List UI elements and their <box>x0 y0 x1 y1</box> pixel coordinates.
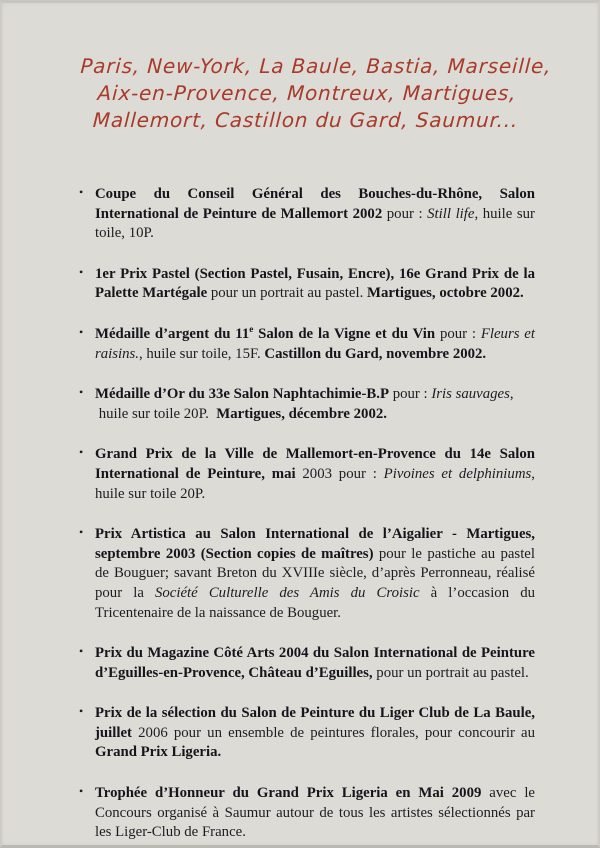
award-text-segment: , huile sur toile 20P. <box>95 465 535 502</box>
award-text-segment: pour : <box>382 205 428 222</box>
award-item <box>95 265 535 304</box>
award-text-segment: e <box>249 324 254 335</box>
header-line-1: Paris, New-York, La Baule, Bastia, Marseille, <box>79 54 553 78</box>
award-text-segment: 2006 pour un ensemble de peintures florales, pour concourir au <box>138 724 535 741</box>
award-text-segment: pour un portrait au pastel. <box>207 285 367 302</box>
cities-header <box>77 53 553 134</box>
award-text-segment: Trophée d’Honneur du Grand Prix Ligeria en Mai 2009 <box>95 785 482 802</box>
header-line-2: Aix-en-Provence, Montreux, Martigues, <box>96 81 518 105</box>
award-item <box>95 644 535 683</box>
award-text-segment: 2003 pour : <box>302 465 384 482</box>
award-text-segment: Castillon du Gard, novembre 2002. <box>264 345 487 362</box>
award-text-segment: pour le pastiche au pastel de Bouguer; savant Breton du XVIIIe siècle, d’après Perronneau, réalisé pour la <box>95 545 535 601</box>
award-text-segment: , huile sur toile, 10P. <box>95 205 535 242</box>
awards-list <box>79 185 535 843</box>
award-item <box>95 445 535 504</box>
award-text-segment: Fleurs et raisins. <box>95 325 535 362</box>
award-item <box>95 385 535 424</box>
award-item <box>95 525 535 623</box>
award-text-segment: Pivoines et delphiniums <box>383 465 532 482</box>
award-text-segment: , huile sur toile, 15F. <box>139 345 265 362</box>
award-text-segment: 1er Prix Pastel (Section Pastel, Fusain, Encre), 16e Grand Prix de la Palette Martégale <box>95 265 535 302</box>
award-text-segment: Martigues, octobre 2002. <box>367 285 524 302</box>
award-text-segment: Prix de la sélection du Salon de Peinture du Liger Club de La Baule, juillet <box>95 705 535 741</box>
award-text-segment: Grand Prix Ligeria. <box>95 744 222 761</box>
award-text-segment: Coupe du Conseil Général des Bouches-du-Rhône, Salon International de Peinture de Mallemort 2002 <box>95 186 535 222</box>
award-text-segment: pour : <box>389 386 432 403</box>
award-text-segment: Martigues, décembre 2002. <box>216 405 387 422</box>
award-text-segment: Société Culturelle des Amis du Croisic <box>155 584 420 601</box>
award-text-segment: Salon de la Vigne et du Vin <box>253 325 436 342</box>
award-text-segment: Médaille d’Or du 33e Salon Naphtachimie-B.P <box>95 386 390 403</box>
award-text-segment: avec le Concours organisé à Saumur autour de tous les artistes sélectionnés par les Liger-Club de France. <box>95 785 535 841</box>
award-text-segment: huile sur toile 20P. <box>95 405 217 422</box>
award-text-segment: Prix du Magazine Côté Arts 2004 du Salon International de Peinture d’Eguilles-en-Provence, Château d’Eguilles, <box>95 645 535 681</box>
award-text-segment: pour un portrait au pastel. <box>372 664 529 681</box>
award-item <box>95 185 535 244</box>
award-item <box>95 325 535 364</box>
award-item <box>95 784 535 843</box>
award-item <box>95 704 535 763</box>
award-text-segment: à l’occasion du Tricentenaire de la naissance de Bouguer. <box>95 584 535 621</box>
award-text-segment: , <box>509 386 514 403</box>
header-line-3: Mallemort, Castillon du Gard, Saumur... <box>92 108 519 132</box>
award-text-segment: pour : <box>435 325 481 342</box>
award-text-segment: Prix Artistica au Salon International de l’Aigalier - Martigues, septembre 2003 (Section copies de maîtres) <box>95 526 535 562</box>
award-text-segment: Iris sauvages <box>431 386 510 403</box>
award-text-segment: Grand Prix de la Ville de Mallemort-en-Provence du 14e Salon International de Peinture, mai <box>95 446 535 482</box>
award-text-segment: Still life <box>427 205 475 222</box>
award-text-segment: Médaille d’argent du 11 <box>95 325 250 342</box>
